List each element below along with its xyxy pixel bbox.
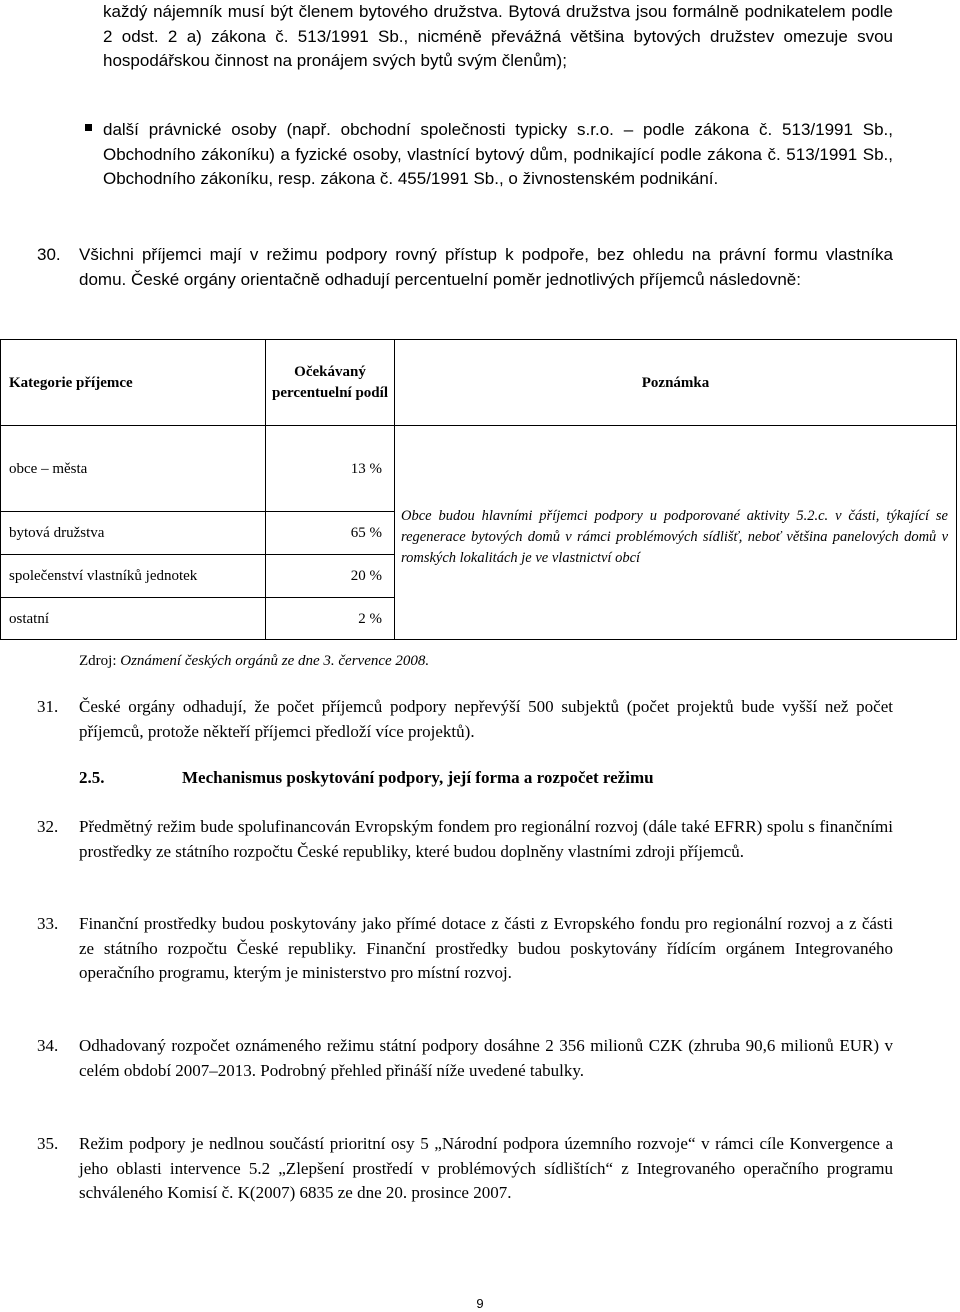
row-share: 2 % [266,598,395,640]
section-title: Mechanismus poskytování podpory, její forma a rozpočet režimu [182,768,654,787]
note-text: Obce budou hlavními příjemci podpory u podporované aktivity 5.2.c. v části, týkající se regenerace bytových domů v rámci problémových sídlišť, neboť většina panelových domů v romských lokalitách je ve vlastnictví obcí [401,508,948,566]
note-cell [395,426,957,640]
table-source [79,653,429,670]
table-header-row [1,340,957,426]
section-number: 2.5. [79,768,105,787]
paragraph-text: Předmětný režim bude spolufinancován Evropským fondem pro regionální rozvoj (dále také EFRR) spolu s finančními prostředky ze státního rozpočtu České republiky, které budou doplněny vlastními zdroji příjemců. [79,817,893,861]
header-category: Kategorie příjemce [1,340,266,426]
header-share: Očekávaný percentuelní podíl [266,340,395,426]
row-share: 65 % [266,512,395,555]
paragraph-number: 34. [37,1036,59,1055]
row-category: společenství vlastníků jednotek [1,555,266,598]
paragraph-text: České orgány odhadují, že počet příjemců podpory nepřevýší 500 subjektů (počet projektů bude vyšší než počet příjemců, protože někteří příjemci předloží více projektů). [79,697,893,741]
paragraph-text: Odhadovaný rozpočet oznámeného režimu státní podpory dosáhne 2 356 milionů CZK (zhruba 90,6 milionů EUR) v celém období 2007–2013. Podrobný přehled přináší níže uvedené tabulky. [79,1036,893,1080]
paragraph-text: Režim podpory je nedlnou součástí prioritní osy 5 „Národní podpora územního rozvoje“ v rámci cíle Konvergence a jeho oblasti intervence 5.2 „Zlepšení prostředí v problémových sídlištích“ z Integrovaného operačního programu schváleného Komisí č. K(2007) 6835 ze dne 20. prosince 2007. [79,1134,893,1202]
row-category: bytová družstva [1,512,266,555]
paragraph-number: 32. [37,817,59,836]
paragraph-number: 30. [37,245,61,264]
paragraph-text: Finanční prostředky budou poskytovány jako přímé dotace z části z Evropského fondu pro regionální rozvoj a z části ze státního rozpočtu České republiky. Finanční prostředky budou poskytovány řídícím orgánem Integrovaného operačního programu, kterým je ministerstvo pro místní rozvoj. [79,914,893,982]
row-category: ostatní [1,598,266,640]
row-share: 13 % [266,426,395,512]
paragraph-number: 35. [37,1134,59,1153]
source-text: Oznámení českých orgánů ze dne 3. července 2008. [120,653,430,669]
table-row [1,426,957,512]
continuation-paragraph: každý nájemník musí být členem bytového družstva. Bytová družstva jsou formálně podnikatelem podle 2 odst. 2 a) zákona č. 513/1991 Sb., nicméně převážná většina bytových družstev omezuje svou hospodářskou činnost na pronájem svých bytů svým členům); [103,2,893,70]
page-number: 9 [476,1296,484,1311]
row-share: 20 % [266,555,395,598]
source-label: Zdroj: [79,653,117,669]
header-note: Poznámka [395,340,957,426]
row-category: obce – města [1,426,266,512]
bullet-square-icon [85,124,92,131]
paragraph-number: 31. [37,697,59,716]
bullet-item: další právnické osoby (např. obchodní společnosti typicky s.r.o. – podle zákona č. 513/1991 Sb., Obchodního zákoníku) a fyzické osoby, vlastnící bytový dům, podnikající podle zákona č. 513/1991 Sb., Obchodního zákoníku, resp. zákona č. 455/1991 Sb., o živnostenském podnikání. [103,120,893,188]
paragraph-number: 33. [37,914,59,933]
recipients-table [0,339,957,640]
paragraph-text: Všichni příjemci mají v režimu podpory rovný přístup k podpoře, bez ohledu na právní formu vlastníka domu. České orgány orientačně odhadují percentuelní poměr jednotlivých příjemců následovně: [79,245,893,289]
